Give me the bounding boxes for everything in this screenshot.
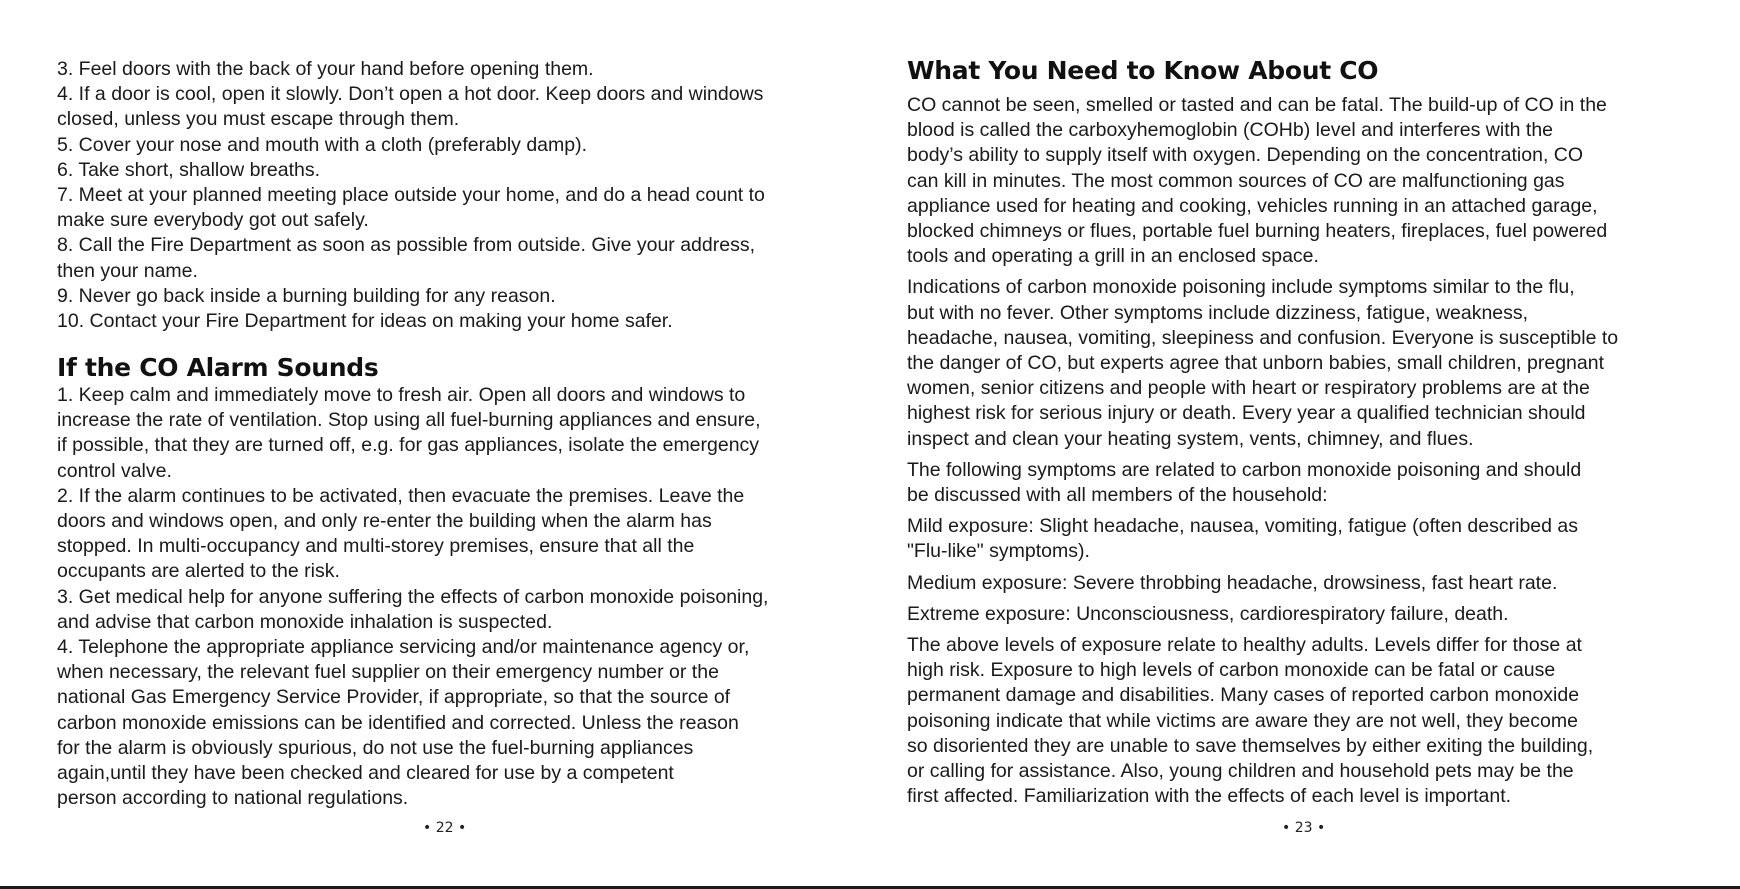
alarm-step-line: when necessary, the relevant fuel supplier on their emergency number or the (57, 661, 719, 684)
co-paragraph-line: inspect and clean your heating system, vents, chimney, and flues. (907, 427, 1474, 450)
co-paragraph-line: poisoning indicate that while victims are aware they are not well, they become (907, 709, 1578, 732)
alarm-heading: If the CO Alarm Sounds (57, 353, 379, 382)
escape-step (57, 82, 857, 132)
co-heading: What You Need to Know About CO (907, 56, 1379, 85)
alarm-steps-list (57, 383, 857, 811)
co-paragraph-line: blood is called the carboxyhemoglobin (COHb) level and interferes with the (907, 119, 1554, 142)
co-paragraph-line: tools and operating a grill in an enclosed space. (907, 245, 1319, 268)
escape-step-line: 8. Call the Fire Department as soon as possible from outside. Give your address, (57, 234, 755, 257)
escape-step (57, 158, 857, 183)
alarm-step-line: carbon monoxide emissions can be identified and corrected. Unless the reason (57, 711, 739, 734)
escape-step-line: closed, unless you must escape through them. (57, 108, 460, 131)
escape-step-line: 3. Feel doors with the back of your hand before opening them. (57, 58, 594, 80)
co-paragraph-line: The following symptoms are related to carbon monoxide poisoning and should (907, 458, 1582, 481)
alarm-step-line: stopped. In multi-occupancy and multi-storey premises, ensure that all the (57, 535, 695, 558)
alarm-step-line: control valve. (57, 459, 172, 482)
escape-step-line: 6. Take short, shallow breaths. (57, 158, 321, 181)
co-paragraph (907, 571, 1727, 596)
escape-step (57, 183, 857, 233)
co-paragraph-line: CO cannot be seen, smelled or tasted and can be fatal. The build-up of CO in the (907, 94, 1607, 116)
alarm-step (57, 484, 857, 585)
co-paragraph-line: the danger of CO, but experts agree that unborn babies, small children, pregnant (907, 352, 1605, 375)
alarm-step-line: increase the rate of ventilation. Stop using all fuel-burning appliances and ensure, (57, 409, 761, 432)
co-paragraphs (907, 93, 1727, 809)
escape-step-line: 9. Never go back inside a burning building for any reason. (57, 284, 556, 307)
co-paragraph-line: so disoriented they are unable to save themselves by either exiting the building, (907, 734, 1594, 757)
escape-step (57, 233, 857, 283)
escape-step (57, 309, 857, 334)
escape-step (57, 284, 857, 309)
co-paragraph (907, 633, 1727, 809)
alarm-step-line: 4. Telephone the appropriate appliance servicing and/or maintenance agency or, (57, 636, 750, 659)
co-paragraph-line: high risk. Exposure to high levels of carbon monoxide can be fatal or cause (907, 659, 1556, 682)
co-paragraph-line: permanent damage and disabilities. Many cases of reported carbon monoxide (907, 684, 1580, 707)
escape-steps-list (57, 57, 857, 334)
co-paragraph-line: Mild exposure: Slight headache, nausea, vomiting, fatigue (often described as (907, 515, 1578, 538)
co-paragraph-line: or calling for assistance. Also, young children and household pets may be the (907, 760, 1574, 783)
alarm-step (57, 383, 857, 484)
alarm-step (57, 635, 857, 811)
escape-step (57, 57, 857, 82)
alarm-step-line: doors and windows open, and only re-enter the building when the alarm has (57, 510, 712, 533)
co-paragraph (907, 93, 1727, 269)
alarm-step-line: occupants are alerted to the risk. (57, 560, 340, 583)
co-paragraph-line: highest risk for serious injury or death. Every year a qualified technician should (907, 402, 1586, 425)
alarm-step-line: national Gas Emergency Service Provider, if appropriate, so that the source of (57, 686, 731, 709)
escape-step-line: make sure everybody got out safely. (57, 209, 369, 232)
alarm-step-line: if possible, that they are turned off, e.g. for gas appliances, isolate the emergency (57, 434, 760, 457)
alarm-step-line: 2. If the alarm continues to be activated, then evacuate the premises. Leave the (57, 484, 745, 507)
co-paragraph-line: The above levels of exposure relate to healthy adults. Levels differ for those at (907, 634, 1582, 657)
co-paragraph (907, 602, 1727, 627)
page-number-left: • 22 • (423, 820, 467, 836)
co-paragraph-line: but with no fever. Other symptoms include dizziness, fatigue, weakness, (907, 301, 1529, 324)
co-paragraph-line: appliance used for heating and cooking, vehicles running in an attached garage, (907, 194, 1598, 217)
alarm-step-line: again,until they have been checked and cleared for use by a competent (57, 762, 674, 785)
co-paragraph (907, 514, 1727, 564)
escape-step-line: 4. If a door is cool, open it slowly. Don’t open a hot door. Keep doors and windows (57, 83, 764, 106)
alarm-step-line: 1. Keep calm and immediately move to fresh air. Open all doors and windows to (57, 384, 746, 406)
co-paragraph-line: women, senior citizens and people with heart or respiratory problems are at the (907, 377, 1590, 400)
right-page (870, 0, 1740, 889)
co-paragraph-line: Extreme exposure: Unconsciousness, cardiorespiratory failure, death. (907, 602, 1509, 625)
co-paragraph-line: can kill in minutes. The most common sources of CO are malfunctioning gas (907, 169, 1565, 192)
alarm-step-line: person according to national regulations. (57, 787, 409, 810)
co-paragraph (907, 275, 1727, 451)
escape-step-line: 7. Meet at your planned meeting place outside your home, and do a head count to (57, 184, 765, 207)
alarm-step-line: 3. Get medical help for anyone suffering the effects of carbon monoxide poisoning, (57, 585, 769, 608)
co-paragraph-line: body’s ability to supply itself with oxygen. Depending on the concentration, CO (907, 144, 1584, 167)
co-paragraph-line: headache, nausea, vomiting, sleepiness and confusion. Everyone is susceptible to (907, 326, 1619, 349)
co-paragraph-line: blocked chimneys or flues, portable fuel burning heaters, fireplaces, fuel powered (907, 220, 1608, 243)
escape-step-line: then your name. (57, 259, 198, 282)
co-paragraph-line: be discussed with all members of the household: (907, 484, 1328, 507)
co-paragraph-line: first affected. Familiarization with the effects of each level is important. (907, 785, 1512, 808)
alarm-step-line: and advise that carbon monoxide inhalation is suspected. (57, 610, 553, 633)
alarm-step (57, 585, 857, 635)
co-paragraph-line: Medium exposure: Severe throbbing headache, drowsiness, fast heart rate. (907, 571, 1558, 594)
co-paragraph-line: "Flu-like" symptoms). (907, 540, 1090, 563)
co-paragraph (907, 458, 1727, 508)
escape-step-line: 10. Contact your Fire Department for ideas on making your home safer. (57, 310, 673, 333)
escape-step (57, 133, 857, 158)
page-number-right: • 23 • (1282, 820, 1326, 836)
co-paragraph-line: Indications of carbon monoxide poisoning include symptoms similar to the flu, (907, 276, 1575, 299)
alarm-step-line: for the alarm is obviously spurious, do not use the fuel-burning appliances (57, 736, 694, 759)
escape-step-line: 5. Cover your nose and mouth with a cloth (preferably damp). (57, 133, 588, 156)
